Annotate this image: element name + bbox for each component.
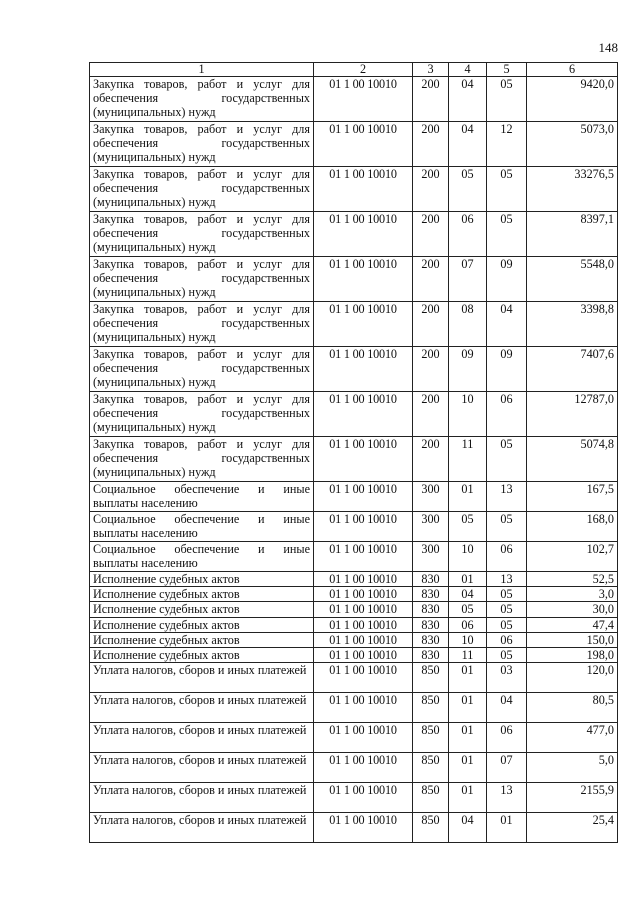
row-col-5: 06 — [487, 542, 527, 572]
row-description: Закупка товаров, работ и услуг для обеспечения государственных (муниципальных) нужд — [90, 437, 314, 482]
table-row — [90, 723, 618, 753]
table-row — [90, 257, 618, 302]
row-description: Уплата налогов, сборов и иных платежей — [90, 693, 314, 723]
row-code: 01 1 00 10010 — [314, 257, 413, 302]
table-row — [90, 587, 618, 602]
row-col-4: 10 — [449, 632, 487, 647]
table-row — [90, 632, 618, 647]
row-col-4: 05 — [449, 167, 487, 212]
row-col-5: 05 — [487, 512, 527, 542]
row-code: 01 1 00 10010 — [314, 302, 413, 347]
row-code: 01 1 00 10010 — [314, 437, 413, 482]
row-col-4: 05 — [449, 512, 487, 542]
row-code: 01 1 00 10010 — [314, 587, 413, 602]
row-col-4: 01 — [449, 572, 487, 587]
table-row — [90, 77, 618, 122]
row-description: Исполнение судебных актов — [90, 632, 314, 647]
row-amount: 168,0 — [527, 512, 618, 542]
row-col-4: 11 — [449, 648, 487, 663]
table-row — [90, 122, 618, 167]
row-col-3: 850 — [413, 723, 449, 753]
row-amount: 120,0 — [527, 663, 618, 693]
row-description: Уплата налогов, сборов и иных платежей — [90, 753, 314, 783]
table-row — [90, 693, 618, 723]
column-header-6: 6 — [527, 63, 618, 77]
row-code: 01 1 00 10010 — [314, 693, 413, 723]
row-code: 01 1 00 10010 — [314, 77, 413, 122]
table-row — [90, 813, 618, 843]
table-row — [90, 617, 618, 632]
row-col-4: 01 — [449, 693, 487, 723]
row-col-4: 08 — [449, 302, 487, 347]
row-col-3: 300 — [413, 542, 449, 572]
row-code: 01 1 00 10010 — [314, 212, 413, 257]
row-col-4: 04 — [449, 587, 487, 602]
row-col-4: 01 — [449, 663, 487, 693]
row-col-3: 830 — [413, 632, 449, 647]
row-code: 01 1 00 10010 — [314, 167, 413, 212]
row-code: 01 1 00 10010 — [314, 632, 413, 647]
row-description: Социальное обеспечение и иные выплаты населению — [90, 512, 314, 542]
row-col-5: 13 — [487, 572, 527, 587]
row-col-3: 200 — [413, 437, 449, 482]
row-amount: 477,0 — [527, 723, 618, 753]
row-col-5: 05 — [487, 587, 527, 602]
row-amount: 2155,9 — [527, 783, 618, 813]
row-description: Закупка товаров, работ и услуг для обеспечения государственных (муниципальных) нужд — [90, 212, 314, 257]
row-col-4: 10 — [449, 542, 487, 572]
table-row — [90, 167, 618, 212]
row-description: Исполнение судебных актов — [90, 572, 314, 587]
row-code: 01 1 00 10010 — [314, 753, 413, 783]
row-col-3: 830 — [413, 602, 449, 617]
row-col-4: 01 — [449, 482, 487, 512]
row-col-4: 04 — [449, 77, 487, 122]
table-row — [90, 302, 618, 347]
row-code: 01 1 00 10010 — [314, 602, 413, 617]
row-col-3: 200 — [413, 212, 449, 257]
row-col-5: 05 — [487, 617, 527, 632]
row-description: Уплата налогов, сборов и иных платежей — [90, 663, 314, 693]
row-description: Исполнение судебных актов — [90, 648, 314, 663]
row-col-5: 06 — [487, 392, 527, 437]
column-header-1: 1 — [90, 63, 314, 77]
row-col-4: 04 — [449, 813, 487, 843]
table-row — [90, 572, 618, 587]
row-code: 01 1 00 10010 — [314, 347, 413, 392]
row-col-4: 09 — [449, 347, 487, 392]
row-amount: 198,0 — [527, 648, 618, 663]
row-col-5: 05 — [487, 167, 527, 212]
row-col-3: 300 — [413, 482, 449, 512]
row-code: 01 1 00 10010 — [314, 648, 413, 663]
column-header-2: 2 — [314, 63, 413, 77]
row-code: 01 1 00 10010 — [314, 512, 413, 542]
row-description: Закупка товаров, работ и услуг для обеспечения государственных (муниципальных) нужд — [90, 302, 314, 347]
row-col-4: 01 — [449, 723, 487, 753]
row-col-5: 13 — [487, 482, 527, 512]
row-description: Исполнение судебных актов — [90, 602, 314, 617]
row-amount: 25,4 — [527, 813, 618, 843]
row-col-3: 200 — [413, 167, 449, 212]
page-number: 148 — [598, 40, 618, 55]
row-col-3: 200 — [413, 122, 449, 167]
row-col-3: 200 — [413, 392, 449, 437]
row-description: Исполнение судебных актов — [90, 587, 314, 602]
row-col-5: 13 — [487, 783, 527, 813]
row-col-5: 04 — [487, 693, 527, 723]
row-code: 01 1 00 10010 — [314, 572, 413, 587]
row-col-3: 830 — [413, 617, 449, 632]
row-col-5: 01 — [487, 813, 527, 843]
row-description: Уплата налогов, сборов и иных платежей — [90, 723, 314, 753]
row-col-3: 200 — [413, 77, 449, 122]
row-code: 01 1 00 10010 — [314, 617, 413, 632]
row-col-3: 850 — [413, 813, 449, 843]
row-amount: 5,0 — [527, 753, 618, 783]
row-col-5: 03 — [487, 663, 527, 693]
row-description: Закупка товаров, работ и услуг для обеспечения государственных (муниципальных) нужд — [90, 167, 314, 212]
row-amount: 5548,0 — [527, 257, 618, 302]
row-amount: 3,0 — [527, 587, 618, 602]
row-col-3: 850 — [413, 753, 449, 783]
row-col-5: 12 — [487, 122, 527, 167]
row-amount: 150,0 — [527, 632, 618, 647]
row-description: Социальное обеспечение и иные выплаты населению — [90, 542, 314, 572]
table-row — [90, 663, 618, 693]
row-col-3: 850 — [413, 783, 449, 813]
row-col-5: 05 — [487, 212, 527, 257]
row-col-4: 10 — [449, 392, 487, 437]
table-row — [90, 437, 618, 482]
row-col-4: 01 — [449, 783, 487, 813]
table-row — [90, 347, 618, 392]
row-amount: 8397,1 — [527, 212, 618, 257]
row-description: Исполнение судебных актов — [90, 617, 314, 632]
row-col-4: 04 — [449, 122, 487, 167]
row-col-3: 830 — [413, 648, 449, 663]
row-code: 01 1 00 10010 — [314, 392, 413, 437]
column-header-4: 4 — [449, 63, 487, 77]
row-amount: 3398,8 — [527, 302, 618, 347]
row-amount: 5073,0 — [527, 122, 618, 167]
row-col-3: 830 — [413, 572, 449, 587]
row-col-5: 05 — [487, 648, 527, 663]
row-amount: 52,5 — [527, 572, 618, 587]
table-row — [90, 783, 618, 813]
row-code: 01 1 00 10010 — [314, 542, 413, 572]
table-row — [90, 542, 618, 572]
row-col-3: 830 — [413, 587, 449, 602]
row-col-5: 05 — [487, 77, 527, 122]
row-col-3: 300 — [413, 512, 449, 542]
table-row — [90, 648, 618, 663]
row-description: Закупка товаров, работ и услуг для обеспечения государственных (муниципальных) нужд — [90, 347, 314, 392]
row-amount: 47,4 — [527, 617, 618, 632]
row-amount: 80,5 — [527, 693, 618, 723]
row-amount: 9420,0 — [527, 77, 618, 122]
table-header-row — [90, 63, 618, 77]
row-col-5: 05 — [487, 437, 527, 482]
row-col-4: 06 — [449, 212, 487, 257]
row-col-3: 200 — [413, 347, 449, 392]
row-col-5: 04 — [487, 302, 527, 347]
row-amount: 7407,6 — [527, 347, 618, 392]
row-amount: 5074,8 — [527, 437, 618, 482]
row-col-5: 06 — [487, 723, 527, 753]
table-row — [90, 482, 618, 512]
row-col-3: 850 — [413, 663, 449, 693]
row-col-3: 200 — [413, 302, 449, 347]
row-description: Закупка товаров, работ и услуг для обеспечения государственных (муниципальных) нужд — [90, 257, 314, 302]
row-col-5: 06 — [487, 632, 527, 647]
row-col-5: 09 — [487, 257, 527, 302]
row-col-5: 09 — [487, 347, 527, 392]
row-code: 01 1 00 10010 — [314, 813, 413, 843]
row-description: Закупка товаров, работ и услуг для обеспечения государственных (муниципальных) нужд — [90, 77, 314, 122]
row-col-5: 07 — [487, 753, 527, 783]
column-header-5: 5 — [487, 63, 527, 77]
row-col-4: 01 — [449, 753, 487, 783]
table-row — [90, 212, 618, 257]
row-code: 01 1 00 10010 — [314, 783, 413, 813]
table-row — [90, 602, 618, 617]
row-col-3: 200 — [413, 257, 449, 302]
table-row — [90, 753, 618, 783]
row-description: Закупка товаров, работ и услуг для обеспечения государственных (муниципальных) нужд — [90, 392, 314, 437]
table-row — [90, 392, 618, 437]
row-description: Уплата налогов, сборов и иных платежей — [90, 783, 314, 813]
row-col-3: 850 — [413, 693, 449, 723]
row-col-4: 06 — [449, 617, 487, 632]
row-code: 01 1 00 10010 — [314, 723, 413, 753]
table-row — [90, 512, 618, 542]
row-description: Социальное обеспечение и иные выплаты населению — [90, 482, 314, 512]
budget-table — [89, 62, 618, 843]
row-col-4: 11 — [449, 437, 487, 482]
row-code: 01 1 00 10010 — [314, 122, 413, 167]
row-amount: 30,0 — [527, 602, 618, 617]
row-col-5: 05 — [487, 602, 527, 617]
row-amount: 33276,5 — [527, 167, 618, 212]
row-code: 01 1 00 10010 — [314, 663, 413, 693]
row-col-4: 05 — [449, 602, 487, 617]
row-description: Закупка товаров, работ и услуг для обеспечения государственных (муниципальных) нужд — [90, 122, 314, 167]
row-col-4: 07 — [449, 257, 487, 302]
row-amount: 167,5 — [527, 482, 618, 512]
row-amount: 12787,0 — [527, 392, 618, 437]
column-header-3: 3 — [413, 63, 449, 77]
row-code: 01 1 00 10010 — [314, 482, 413, 512]
row-amount: 102,7 — [527, 542, 618, 572]
row-description: Уплата налогов, сборов и иных платежей — [90, 813, 314, 843]
